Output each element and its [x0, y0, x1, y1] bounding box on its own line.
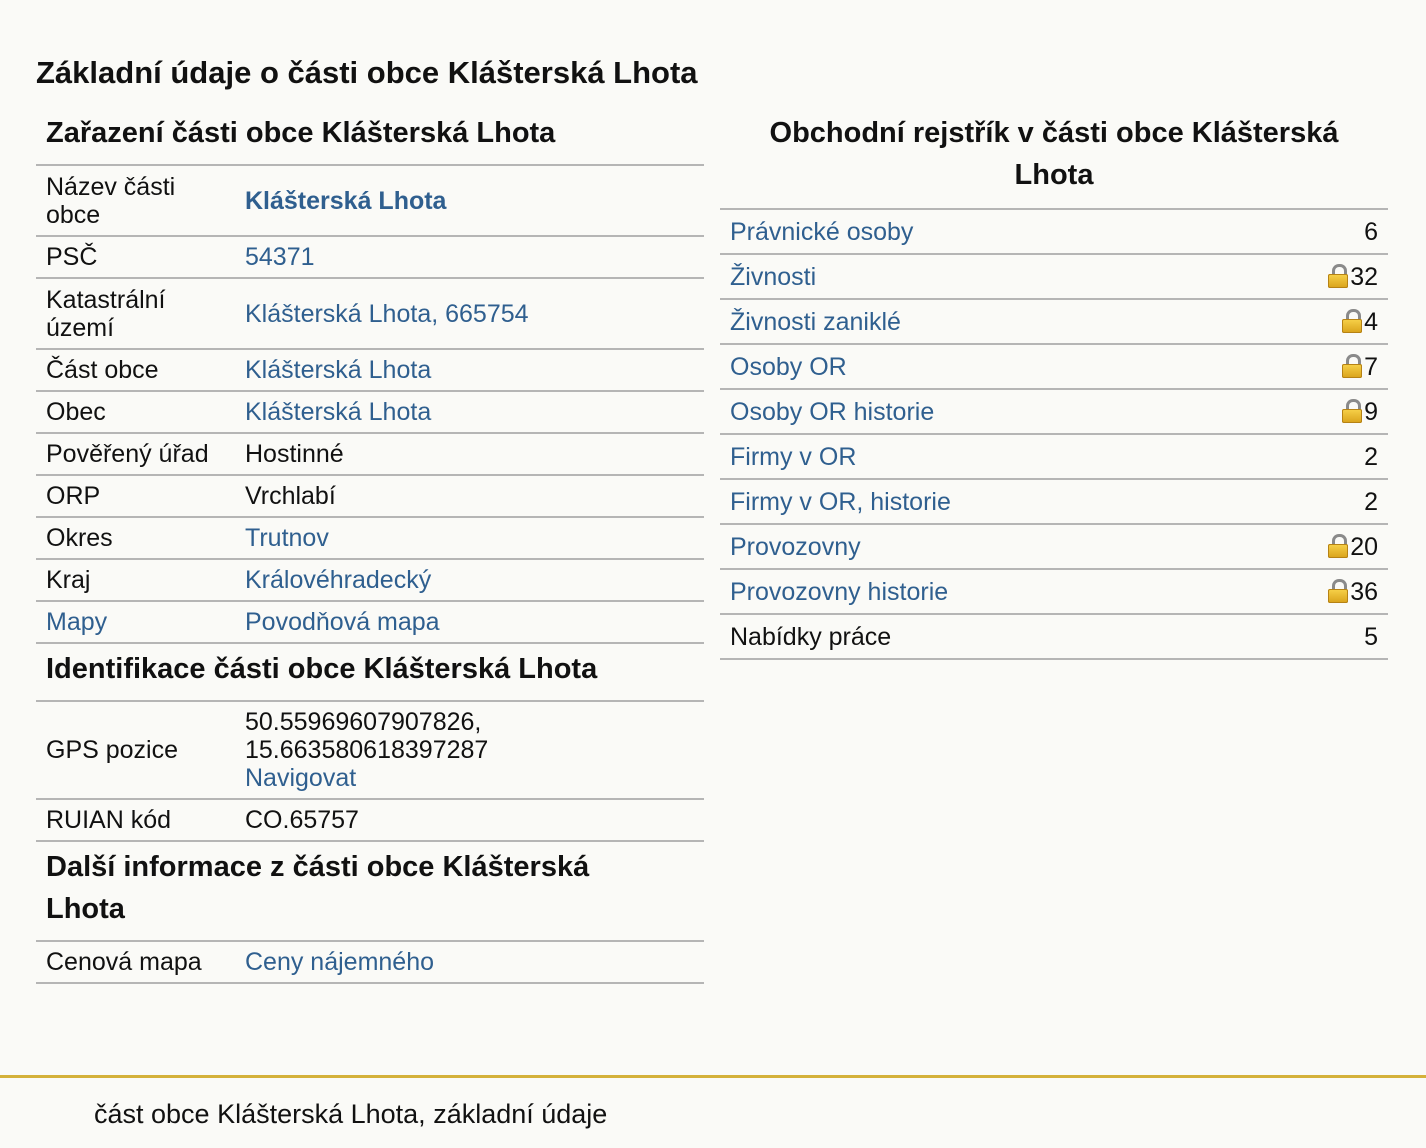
maps-link[interactable]: Mapy	[46, 608, 108, 636]
table-row	[36, 391, 704, 433]
table-row	[36, 165, 704, 236]
identification-section-title: Identifikace části obce Klášterská Lhota	[46, 653, 598, 685]
lock-icon[interactable]	[1328, 264, 1348, 288]
gps-longitude: 15.663580618397287	[245, 736, 489, 764]
lock-icon[interactable]	[1328, 579, 1348, 603]
row-label-municipality: Obec	[36, 391, 235, 433]
table-row	[720, 209, 1388, 254]
row-label-ruian: RUIAN kód	[36, 799, 235, 841]
row-label-price-map: Cenová mapa	[36, 941, 235, 983]
table-row	[720, 569, 1388, 614]
row-label-region: Kraj	[36, 559, 235, 601]
district-link[interactable]: Trutnov	[245, 524, 329, 552]
table-row	[720, 344, 1388, 389]
flood-map-link[interactable]: Povodňová mapa	[245, 608, 440, 636]
row-label-part: Část obce	[36, 349, 235, 391]
table-row	[720, 479, 1388, 524]
gps-latitude: 50.55969607907826,	[245, 708, 482, 736]
row-label-part-name: Název části obce	[36, 165, 235, 236]
footer-text: část obce Klášterská Lhota, základní údaje	[94, 1099, 608, 1129]
register-item-count: 6	[1364, 217, 1378, 246]
register-item-link[interactable]: Osoby OR historie	[730, 397, 935, 426]
part-name-link[interactable]: Klášterská Lhota	[245, 186, 447, 215]
authorized-office-value: Hostinné	[235, 433, 704, 475]
register-item-count: 20	[1350, 532, 1378, 561]
register-item-count: 5	[1364, 622, 1378, 651]
register-item-count: 32	[1350, 262, 1378, 291]
lock-icon[interactable]	[1342, 399, 1362, 423]
table-row	[36, 601, 704, 643]
register-item-count: 36	[1350, 577, 1378, 606]
row-label-psc: PSČ	[36, 236, 235, 278]
table-row	[36, 278, 704, 349]
municipality-link[interactable]: Klášterská Lhota	[245, 398, 432, 426]
table-row	[36, 559, 704, 601]
footer-divider	[0, 1075, 1426, 1078]
psc-link[interactable]: 54371	[245, 243, 315, 271]
table-row	[720, 389, 1388, 434]
table-row	[36, 236, 704, 278]
table-row	[720, 614, 1388, 659]
register-item-count: 4	[1364, 307, 1378, 336]
navigate-link[interactable]: Navigovat	[245, 764, 357, 792]
table-row	[36, 941, 704, 983]
part-link[interactable]: Klášterská Lhota	[245, 356, 432, 384]
table-row	[36, 701, 704, 799]
register-item-link[interactable]: Provozovny historie	[730, 577, 949, 606]
register-item-link[interactable]: Firmy v OR	[730, 442, 857, 471]
table-row	[720, 434, 1388, 479]
orp-value: Vrchlabí	[235, 475, 704, 517]
register-item-count: 2	[1364, 487, 1378, 516]
business-register-title: Obchodní rejstřík v části obce Klášterská Lhota	[769, 117, 1339, 191]
register-item-count: 2	[1364, 442, 1378, 471]
basic-info-column	[36, 110, 704, 984]
business-register-table	[720, 208, 1388, 660]
register-item-link[interactable]: Firmy v OR, historie	[730, 487, 951, 516]
table-row	[36, 475, 704, 517]
row-label-orp: ORP	[36, 475, 235, 517]
row-label-gps: GPS pozice	[36, 701, 235, 799]
table-row	[720, 524, 1388, 569]
table-row	[36, 433, 704, 475]
register-item-count: 9	[1364, 397, 1378, 426]
more-info-section-title: Další informace z části obce Klášterská Lhota	[46, 851, 590, 925]
lock-icon[interactable]	[1328, 534, 1348, 558]
lock-icon[interactable]	[1342, 309, 1362, 333]
register-item-count: 7	[1364, 352, 1378, 381]
classification-section-title: Zařazení části obce Klášterská Lhota	[46, 117, 556, 149]
cadastral-link[interactable]: Klášterská Lhota, 665754	[245, 299, 529, 328]
page-title: Základní údaje o části obce Klášterská Lhota	[36, 55, 698, 90]
lock-icon[interactable]	[1342, 354, 1362, 378]
register-item-label: Nabídky práce	[720, 614, 1238, 659]
region-link[interactable]: Královéhradecký	[245, 566, 432, 594]
table-row	[36, 349, 704, 391]
register-item-link[interactable]: Živnosti zaniklé	[730, 307, 901, 336]
register-item-link[interactable]: Živnosti	[730, 262, 817, 291]
ruian-value: CO.65757	[235, 799, 704, 841]
row-label-cadastral: Katastrální území	[36, 278, 235, 349]
classification-table	[36, 164, 704, 644]
rent-prices-link[interactable]: Ceny nájemného	[245, 948, 435, 976]
register-item-link[interactable]: Provozovny	[730, 532, 861, 561]
identification-table	[36, 700, 704, 842]
table-row	[720, 254, 1388, 299]
table-row	[36, 799, 704, 841]
table-row	[36, 517, 704, 559]
row-label-authorized-office: Pověřený úřad	[36, 433, 235, 475]
table-row	[720, 299, 1388, 344]
register-item-link[interactable]: Osoby OR	[730, 352, 847, 381]
business-register-column	[720, 110, 1388, 660]
more-info-table	[36, 940, 704, 984]
register-item-link[interactable]: Právnické osoby	[730, 217, 914, 246]
row-label-district: Okres	[36, 517, 235, 559]
